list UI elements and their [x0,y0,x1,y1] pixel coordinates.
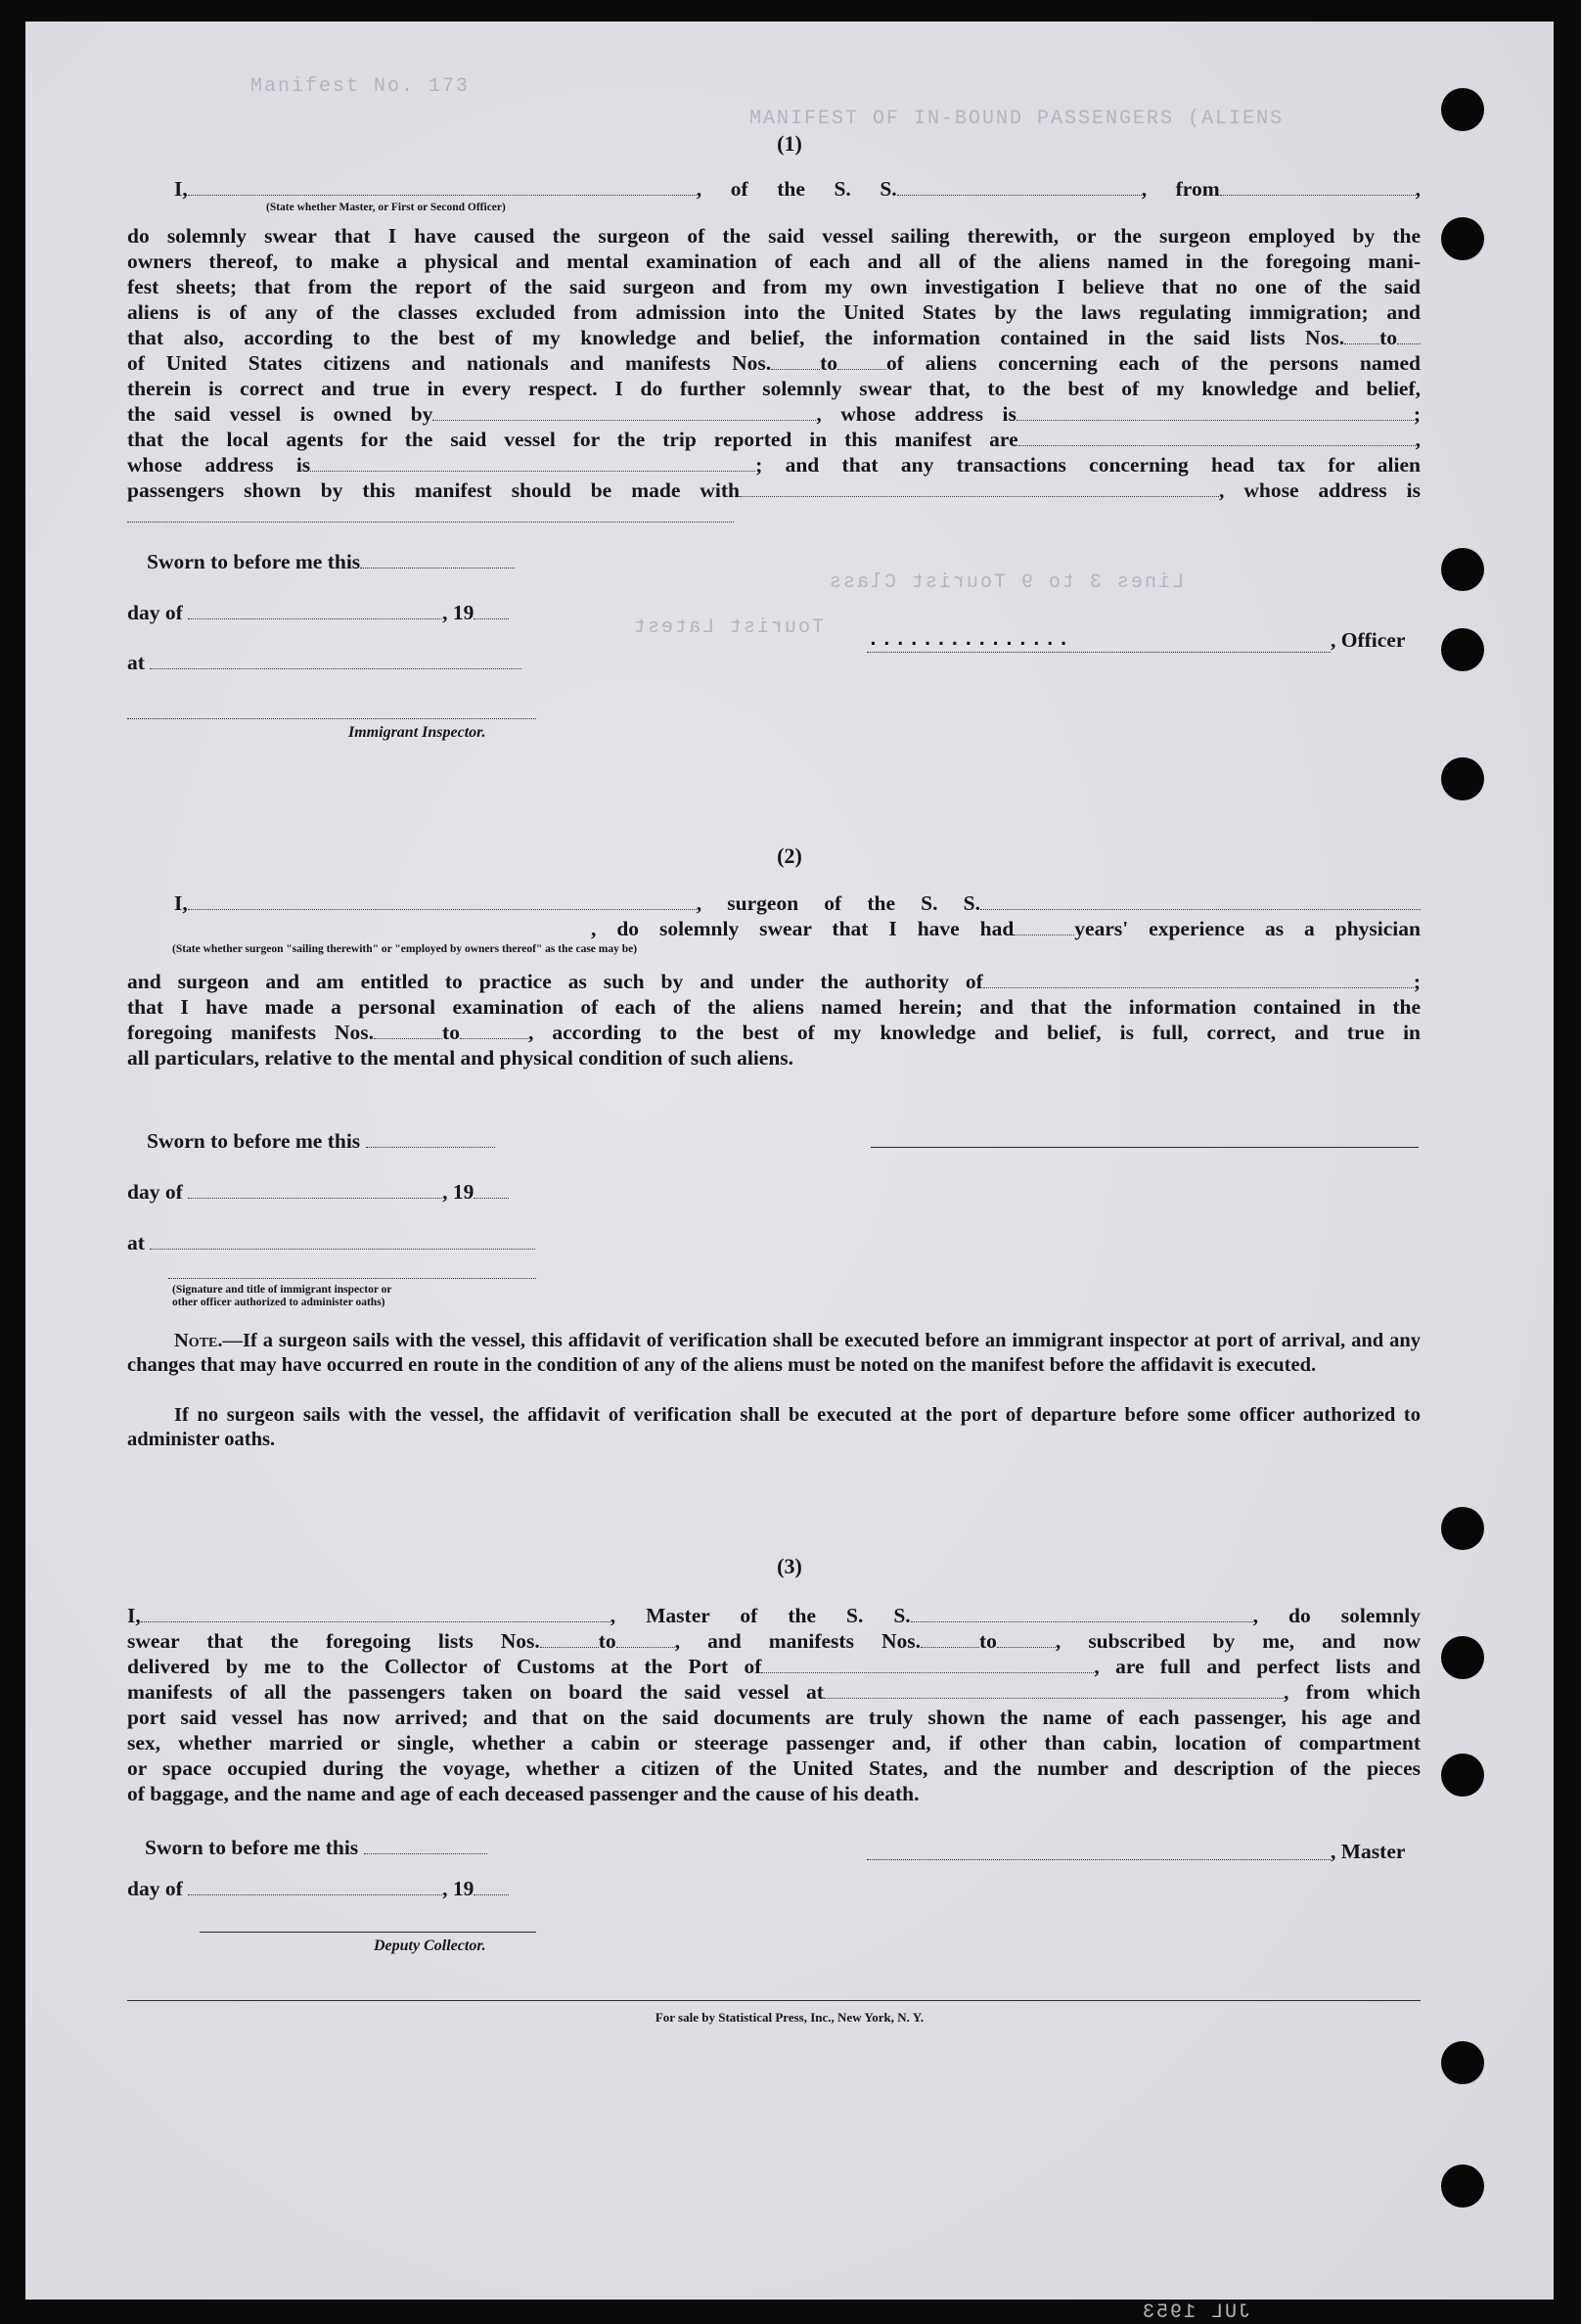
lists-to-field-3[interactable] [616,1631,675,1648]
section-1-para-line-11 [127,478,1421,503]
text-lists: that also, according to the best of my knowledge and belief, the information contained in the said lists Nos. [127,326,1345,349]
section-2-line-5 [127,1020,1421,1045]
section-3-line-2 [127,1628,1421,1654]
officer-name-field[interactable] [188,179,697,196]
text-comma: , [1415,177,1421,201]
text-delivered: delivered by me to the Collector of Customs at the Port of [127,1655,762,1678]
text-to: to [820,351,838,375]
text-whose-address: , whose address is [816,402,1016,426]
section-3-line-3 [127,1654,1421,1679]
bleed-through-lines: Lines 3 to 9 Tourist Class [828,571,1185,594]
text-manifests-all: manifests of all the passengers taken on board the said vessel at [127,1680,824,1704]
section-1-para-line-9 [127,427,1421,452]
section-1-para-line-8 [127,401,1421,427]
section-1-para-line-4: aliens is of any of the classes excluded from admission into the United States by the laws regulating immigration; and [127,300,1421,324]
place-field-2[interactable] [150,1233,535,1250]
inspector-signature-line[interactable] [127,718,536,719]
month-field-3[interactable] [188,1879,442,1895]
day-of-label-1 [127,601,509,625]
text-19: , 19 [442,601,474,624]
text-and-manifests: , and manifests Nos. [674,1629,921,1653]
binder-hole-8 [1441,1754,1484,1797]
immigrant-inspector-label: Immigrant Inspector. [348,724,486,741]
surgeon-name-field[interactable] [188,893,697,910]
local-agents-field[interactable] [1018,430,1416,446]
text-of-ss: , of the S. S. [696,177,897,201]
sworn-label-2 [147,1129,495,1154]
binder-hole-5 [1441,757,1484,800]
footer-rule [127,2000,1421,2001]
manifest-from-field[interactable] [374,1023,442,1039]
section-2-line-1 [174,890,1421,916]
lists-from-field-3[interactable] [540,1631,599,1648]
officer-hint: (State whether Master, or First or Second Officer) [266,202,506,213]
text-swear-lists: swear that the foregoing lists Nos. [127,1629,540,1653]
binder-hole-1 [1441,88,1484,131]
section-1-para-line-3: fest sheets; that from the report of the said surgeon and from my own investigation I believe that no one of the said [127,275,1421,298]
text-day-of: day of [127,601,183,624]
text-citizens: of United States citizens and nationals and manifests Nos. [127,351,772,375]
head-tax-address-field[interactable] [127,506,734,523]
text-i: I, [174,177,188,201]
section-1-para-line-7: therein is correct and true in every respect. I do further solemnly swear that, to the best of my knowledge and belief, [127,377,1421,400]
deputy-signature-line[interactable] [200,1932,536,1933]
section-1-number: (1) [777,131,802,156]
section-2-line-3 [127,969,1421,994]
text-according: , according to the best of my knowledge and belief, is full, correct, and true in [527,1021,1421,1044]
text-sworn: Sworn to before me this [147,1129,361,1153]
signature-hint-1: (Signature and title of immigrant inspector or [172,1284,392,1296]
year-field-1[interactable] [474,603,509,619]
section-1-para-line-12 [127,503,1421,528]
text-day-of: day of [127,1180,183,1204]
owner-address-field[interactable] [1016,404,1414,421]
sworn-day-field-3[interactable] [364,1838,487,1854]
manifests-from-field[interactable] [771,353,820,370]
master-signature-line[interactable] [867,1859,1331,1860]
text-from: , from [1141,177,1220,201]
section-3-line-6: sex, whether married or single, whether a cabin or steerage passenger and, if other than cabin, location of compartment [127,1731,1421,1754]
month-field-1[interactable] [188,603,442,619]
text-at: at [127,1231,145,1254]
section-1-para-line-5 [127,325,1421,350]
text-semicolon: ; [1413,970,1421,993]
lists-to-field[interactable] [1397,328,1421,344]
bleed-through-manifest-no: Manifest No. 173 [250,75,471,98]
text-foregoing: foregoing manifests Nos. [127,1021,375,1044]
inspector-signature-line-2[interactable] [168,1278,536,1279]
bleed-through-tourist: Tourist Latest [632,616,825,639]
sworn-day-field-2[interactable] [366,1131,495,1148]
day-of-label-2 [127,1180,509,1205]
place-field-1[interactable] [150,653,521,669]
year-field-3[interactable] [474,1879,509,1895]
text-to: to [979,1629,997,1653]
from-port-field[interactable] [1220,179,1416,196]
section-2-line-6: all particulars, relative to the mental and physical condition of such aliens. [127,1046,794,1070]
section-3-line-5: port said vessel has now arrived; and that on the said documents are truly shown the name of each passenger, his age and [127,1706,1421,1729]
text-to: to [598,1629,616,1653]
text-i: I, [127,1604,141,1627]
manifest-to-field[interactable] [460,1023,528,1039]
section-1-line-1 [174,176,1421,202]
section-3-line-7: or space occupied during the voyage, whether a citizen of the United States, and the number and description of the pieces [127,1756,1421,1780]
master-label: , Master [1331,1840,1406,1863]
binder-hole-4 [1441,628,1484,671]
section-3-line-1 [127,1603,1421,1628]
surgeon-vessel-field[interactable] [980,893,1421,910]
text-comma: , [1415,428,1421,451]
binder-hole-3 [1441,548,1484,591]
note-text-1: —If a surgeon sails with the vessel, this affidavit of verification shall be executed before an immigrant inspector at port of arrival, and any changes that may have occurred en route in the condition of any of the aliens must be noted on the manifest before the affidavit is executed. [127,1330,1421,1376]
section-1-para-line-6 [127,350,1421,376]
text-at: at [127,651,145,674]
section-1-para-line-1: do solemnly swear that I have caused the surgeon of the said vessel sailing therewith, or the surgeon employed by the [127,224,1421,248]
text-19: , 19 [442,1180,474,1204]
bleed-through-date: JUL 1953 [1141,2301,1251,2324]
binder-hole-7 [1441,1636,1484,1679]
lists-from-field[interactable] [1344,328,1379,344]
text-years: years' experience as a physician [1074,917,1421,940]
footer-printer: For sale by Statistical Press, Inc., New York, N. Y. [655,2010,925,2025]
text-sworn: Sworn to before me this [145,1836,359,1859]
text-whose-address: , whose address is [1219,478,1421,502]
text-aliens: of aliens concerning each of the persons named [886,351,1421,375]
manifests-to-field-3[interactable] [997,1631,1056,1648]
master-name-field[interactable] [141,1606,610,1622]
binder-hole-9 [1441,2041,1484,2084]
binder-hole-2 [1441,217,1484,260]
month-field-2[interactable] [188,1182,442,1199]
text-surgeon-of: , surgeon of the S. S. [696,891,980,915]
authority-field[interactable] [983,972,1414,988]
text-whose-address: whose address is [127,453,311,477]
note-label: Note. [174,1330,223,1351]
text-head-tax: ; and that any transactions concerning head tax for alien [755,453,1421,477]
agents-address-field[interactable] [310,455,755,472]
master-vessel-field[interactable] [911,1606,1253,1622]
officer-signature-line[interactable] [867,652,1331,653]
text-19: , 19 [442,1877,474,1900]
deputy-collector-label: Deputy Collector. [374,1937,486,1954]
manifests-to-field[interactable] [837,353,886,370]
text-to: to [1379,326,1397,349]
year-field-2[interactable] [474,1182,509,1199]
section-2-line-2 [127,916,1421,941]
officer-label: , Officer [1331,628,1406,652]
text-do-solemnly: , do solemnly [1252,1604,1421,1627]
bleed-through-title: MANIFEST OF IN-BOUND PASSENGERS (ALIENS [749,108,1285,130]
section-3-line-4 [127,1679,1421,1705]
text-authority: and surgeon and am entitled to practice as such by and under the authority of [127,970,983,993]
text-full-perfect: , are full and perfect lists and [1094,1655,1421,1678]
text-passengers: passengers shown by this manifest should be made with [127,478,740,502]
port-field[interactable] [761,1657,1094,1673]
binder-hole-10 [1441,2165,1484,2208]
at-label-2 [127,1231,535,1255]
text-semicolon: ; [1413,402,1421,426]
text-sworn: Sworn to before me this [147,550,361,573]
section-2-number: (2) [777,843,802,868]
sworn-day-field-1[interactable] [360,552,515,569]
section-2-line-4: that I have made a personal examination of each of the aliens named herein; and that the information contained in the [127,995,1421,1019]
text-day-of: day of [127,1877,183,1900]
document-sheet [25,22,1554,2324]
vessel-name-field[interactable] [897,179,1142,196]
boarding-port-field[interactable] [824,1682,1284,1699]
text-subscribed: , subscribed by me, and now [1055,1629,1421,1653]
text-i: I, [174,891,188,915]
manifests-from-field-3[interactable] [921,1631,979,1648]
officer-marks: ............... [867,628,1071,652]
text-swear: , do solemnly swear that I have had [591,917,1015,940]
day-of-label-3 [127,1877,509,1901]
surgeon-signature-line[interactable] [871,1147,1419,1148]
at-label-1 [127,651,521,675]
section-3-line-8: of baggage, and the name and age of each deceased passenger and the cause of his death. [127,1782,920,1805]
section-1-para-line-10 [127,452,1421,478]
text-local-agents: that the local agents for the said vessel for the trip reported in this manifest are [127,428,1018,451]
text-owned-by: the said vessel is owned by [127,402,433,426]
surgeon-hint: (State whether surgeon "sailing therewith" or "employed by owners thereof" as the case may be) [172,943,638,955]
binder-hole-6 [1441,1507,1484,1550]
owner-field[interactable] [432,404,816,421]
signature-hint-2: other officer authorized to administer oaths) [172,1297,385,1308]
sworn-label-3 [145,1836,487,1860]
text-to: to [442,1021,460,1044]
sworn-label-1 [147,550,515,574]
years-field[interactable] [1014,919,1074,935]
note-paragraph-2: If no surgeon sails with the vessel, the affidavit of verification shall be executed at the port of departure before some officer authorized to administer oaths. [127,1404,1421,1450]
section-1-para-line-2: owners thereof, to make a physical and mental examination of each and all of the aliens named in the foregoing mani- [127,250,1421,273]
head-tax-agent-field[interactable] [740,480,1219,497]
note-paragraph-1 [127,1329,1421,1378]
section-3-number: (3) [777,1554,802,1578]
text-from-which: , from which [1283,1680,1421,1704]
text-master-of: , Master of the S. S. [610,1604,911,1627]
